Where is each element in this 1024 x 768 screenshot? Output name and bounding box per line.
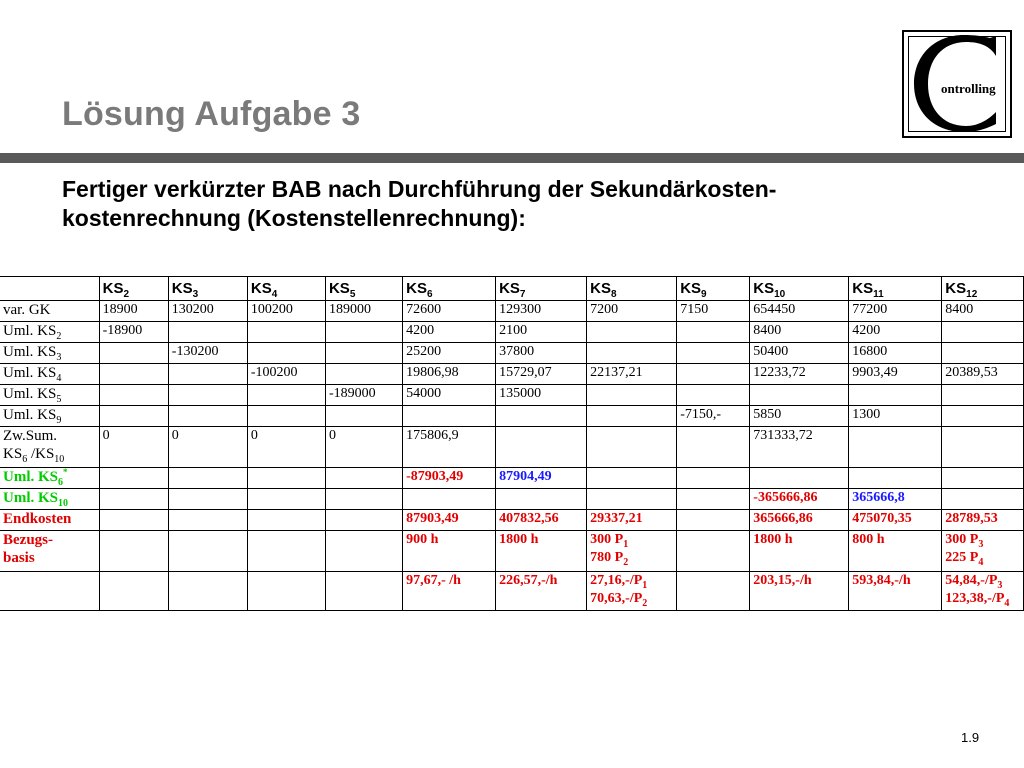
row-kostensaetze — [0, 572, 1024, 611]
table-cell: 175806,9 — [403, 427, 496, 468]
table-cell — [677, 427, 750, 468]
table-cell: 18900 — [99, 301, 168, 322]
row-label: Endkosten — [0, 510, 99, 531]
table-cell — [677, 489, 750, 510]
table-cell — [677, 322, 750, 343]
table-cell: 29337,21 — [587, 510, 677, 531]
table-cell — [496, 489, 587, 510]
header-ks12: $KS_{12}$ — [942, 277, 1024, 301]
table-cell — [587, 468, 677, 489]
header-ks10: $KS_{10}$ — [750, 277, 849, 301]
table-cell — [99, 572, 168, 611]
table-cell — [849, 468, 942, 489]
table-cell: 800 h — [849, 531, 942, 572]
table-cell: -7150,- — [677, 406, 750, 427]
table-cell — [849, 385, 942, 406]
table-cell — [99, 468, 168, 489]
table-cell: 654450 — [750, 301, 849, 322]
row-uml-ks5 — [0, 385, 1024, 406]
table-cell — [168, 364, 247, 385]
table-cell — [99, 406, 168, 427]
table-cell: 0 — [99, 427, 168, 468]
row-endkosten — [0, 510, 1024, 531]
row-var-gk — [0, 301, 1024, 322]
table-cell — [325, 531, 402, 572]
table-cell — [325, 406, 402, 427]
table-cell — [168, 468, 247, 489]
header-ks5: $KS_5$ — [325, 277, 402, 301]
table-cell — [168, 322, 247, 343]
table-cell — [942, 427, 1024, 468]
table-cell: 72600 — [403, 301, 496, 322]
table-cell: 37800 — [496, 343, 587, 364]
table-cell — [99, 531, 168, 572]
header-ks6: $KS_6$ — [403, 277, 496, 301]
table-cell: 130200 — [168, 301, 247, 322]
table-cell: -365666,86 — [750, 489, 849, 510]
table-cell — [325, 322, 402, 343]
table-cell — [750, 385, 849, 406]
table-cell — [587, 385, 677, 406]
table-cell: 7150 — [677, 301, 750, 322]
table-cell: 12233,72 — [750, 364, 849, 385]
row-uml-ks6 — [0, 468, 1024, 489]
table-cell: 7200 — [587, 301, 677, 322]
table-cell — [750, 468, 849, 489]
row-zwsum — [0, 427, 1024, 468]
logo-text: ontrolling — [941, 81, 996, 96]
header-corner — [0, 277, 99, 301]
table-cell — [325, 468, 402, 489]
table-cell — [168, 572, 247, 611]
table-cell — [849, 427, 942, 468]
row-uml-ks10 — [0, 489, 1024, 510]
table-cell: 2100 — [496, 322, 587, 343]
row-label: Uml. $KS_6^*$ — [0, 468, 99, 489]
table-cell: -18900 — [99, 322, 168, 343]
table-cell — [587, 343, 677, 364]
row-label: Uml. $KS_3$ — [0, 343, 99, 364]
table-cell: 593,84,-/h — [849, 572, 942, 611]
table-cell — [247, 406, 325, 427]
table-cell — [168, 385, 247, 406]
table-cell — [677, 468, 750, 489]
table-header-row — [0, 277, 1024, 301]
table-cell — [325, 343, 402, 364]
subtitle-line-2: kostenrechnung (Kostenstellenrechnung): — [62, 205, 526, 231]
table-cell: 900 h — [403, 531, 496, 572]
header-ks2: $KS_2$ — [99, 277, 168, 301]
row-bezugsbasis — [0, 531, 1024, 572]
page-number: 1.9 — [961, 730, 980, 745]
table-cell: 300 $P_1$ 780 $P_2$ — [587, 531, 677, 572]
table-cell: 226,57,-/h — [496, 572, 587, 611]
table-cell — [403, 406, 496, 427]
table-cell: 50400 — [750, 343, 849, 364]
table-cell: 0 — [168, 427, 247, 468]
row-label: Uml. $KS_5$ — [0, 385, 99, 406]
table-cell: 9903,49 — [849, 364, 942, 385]
header-ks11: $KS_{11}$ — [849, 277, 942, 301]
table-cell: $27,16,-/P_1$ $70,63,-/P_2$ — [587, 572, 677, 611]
table-cell: 97,67,- /h — [403, 572, 496, 611]
table-cell: 189000 — [325, 301, 402, 322]
table-cell: 135000 — [496, 385, 587, 406]
table-cell: 1800 h — [750, 531, 849, 572]
table-cell: 20389,53 — [942, 364, 1024, 385]
table-cell: 365666,86 — [750, 510, 849, 531]
table-cell — [942, 468, 1024, 489]
row-label: Uml. $KS_9$ — [0, 406, 99, 427]
table-cell — [677, 510, 750, 531]
row-uml-ks2 — [0, 322, 1024, 343]
header-ks9: $KS_9$ — [677, 277, 750, 301]
table-cell — [942, 343, 1024, 364]
table-cell: 300 $P_3$ 225 $P_4$ — [942, 531, 1024, 572]
table-cell — [942, 406, 1024, 427]
table-cell — [99, 510, 168, 531]
table-cell: 203,15,-/h — [750, 572, 849, 611]
header-ks7: $KS_7$ — [496, 277, 587, 301]
table-cell — [587, 489, 677, 510]
table-cell — [677, 531, 750, 572]
table-cell: 8400 — [750, 322, 849, 343]
table-cell — [942, 322, 1024, 343]
table-cell: 5850 — [750, 406, 849, 427]
table-cell: 129300 — [496, 301, 587, 322]
table-cell — [587, 427, 677, 468]
row-uml-ks3 — [0, 343, 1024, 364]
table-cell: 475070,35 — [849, 510, 942, 531]
table-cell — [247, 489, 325, 510]
table-cell — [247, 531, 325, 572]
table-cell: 4200 — [849, 322, 942, 343]
row-label: Uml. $KS_4$ — [0, 364, 99, 385]
table-cell — [168, 510, 247, 531]
table-cell — [496, 427, 587, 468]
table-cell — [325, 489, 402, 510]
table-cell: 15729,07 — [496, 364, 587, 385]
table-cell — [99, 385, 168, 406]
table-cell — [677, 364, 750, 385]
table-cell — [403, 489, 496, 510]
table-cell: $54,84,-/P_3$ $123,38,-/P_4$ — [942, 572, 1024, 611]
table-cell — [99, 489, 168, 510]
table-cell: 0 — [325, 427, 402, 468]
table-cell: 19806,98 — [403, 364, 496, 385]
table-cell — [99, 364, 168, 385]
table-cell — [942, 489, 1024, 510]
table-cell: 0 — [247, 427, 325, 468]
table-cell — [942, 385, 1024, 406]
table-cell — [247, 385, 325, 406]
table-cell — [168, 406, 247, 427]
table-cell: -189000 — [325, 385, 402, 406]
table-cell — [677, 343, 750, 364]
table-cell — [325, 364, 402, 385]
header-ks3: $KS_3$ — [168, 277, 247, 301]
table-cell — [587, 406, 677, 427]
table-cell: 77200 — [849, 301, 942, 322]
table-cell — [168, 489, 247, 510]
table-cell: 28789,53 — [942, 510, 1024, 531]
table-cell: 4200 — [403, 322, 496, 343]
table-cell: -87903,49 — [403, 468, 496, 489]
table-cell — [99, 343, 168, 364]
table-cell — [247, 468, 325, 489]
table-cell: 1800 h — [496, 531, 587, 572]
subtitle-line-1: Fertiger verkürzter BAB nach Durchführung der Sekundärkosten- — [62, 176, 777, 202]
table-cell — [247, 343, 325, 364]
table-cell — [496, 406, 587, 427]
table-cell — [677, 385, 750, 406]
row-label: var. GK — [0, 301, 99, 322]
table-cell — [168, 531, 247, 572]
table-cell: -130200 — [168, 343, 247, 364]
table-cell: -100200 — [247, 364, 325, 385]
title-divider — [0, 153, 1024, 163]
row-label — [0, 572, 99, 611]
table-cell: 25200 — [403, 343, 496, 364]
table-cell: 1300 — [849, 406, 942, 427]
table-cell — [247, 322, 325, 343]
row-label: Uml. $KS_2$ — [0, 322, 99, 343]
slide-subtitle — [62, 175, 1012, 233]
header-ks4: $KS_4$ — [247, 277, 325, 301]
row-uml-ks4 — [0, 364, 1024, 385]
table-cell: 16800 — [849, 343, 942, 364]
bab-table — [0, 276, 1024, 611]
table-cell: 87904,49 — [496, 468, 587, 489]
table-cell — [325, 510, 402, 531]
slide-title: Lösung Aufgabe 3 — [62, 95, 361, 133]
table-cell — [677, 572, 750, 611]
table-cell: 365666,8 — [849, 489, 942, 510]
row-label: Bezugs- basis — [0, 531, 99, 572]
table-cell: 407832,56 — [496, 510, 587, 531]
table-cell: 22137,21 — [587, 364, 677, 385]
table-cell: 731333,72 — [750, 427, 849, 468]
header-ks8: $KS_8$ — [587, 277, 677, 301]
table-cell: 100200 — [247, 301, 325, 322]
controlling-logo — [902, 30, 1012, 138]
row-label: Zw.Sum. $KS_6$ $/KS_{10}$ — [0, 427, 99, 468]
table-cell: 8400 — [942, 301, 1024, 322]
table-cell — [247, 572, 325, 611]
table-cell: 54000 — [403, 385, 496, 406]
table-cell — [587, 322, 677, 343]
table-cell — [325, 572, 402, 611]
table-cell: 87903,49 — [403, 510, 496, 531]
table-cell — [247, 510, 325, 531]
row-label: Uml. $KS_{10}$ — [0, 489, 99, 510]
row-uml-ks9 — [0, 406, 1024, 427]
